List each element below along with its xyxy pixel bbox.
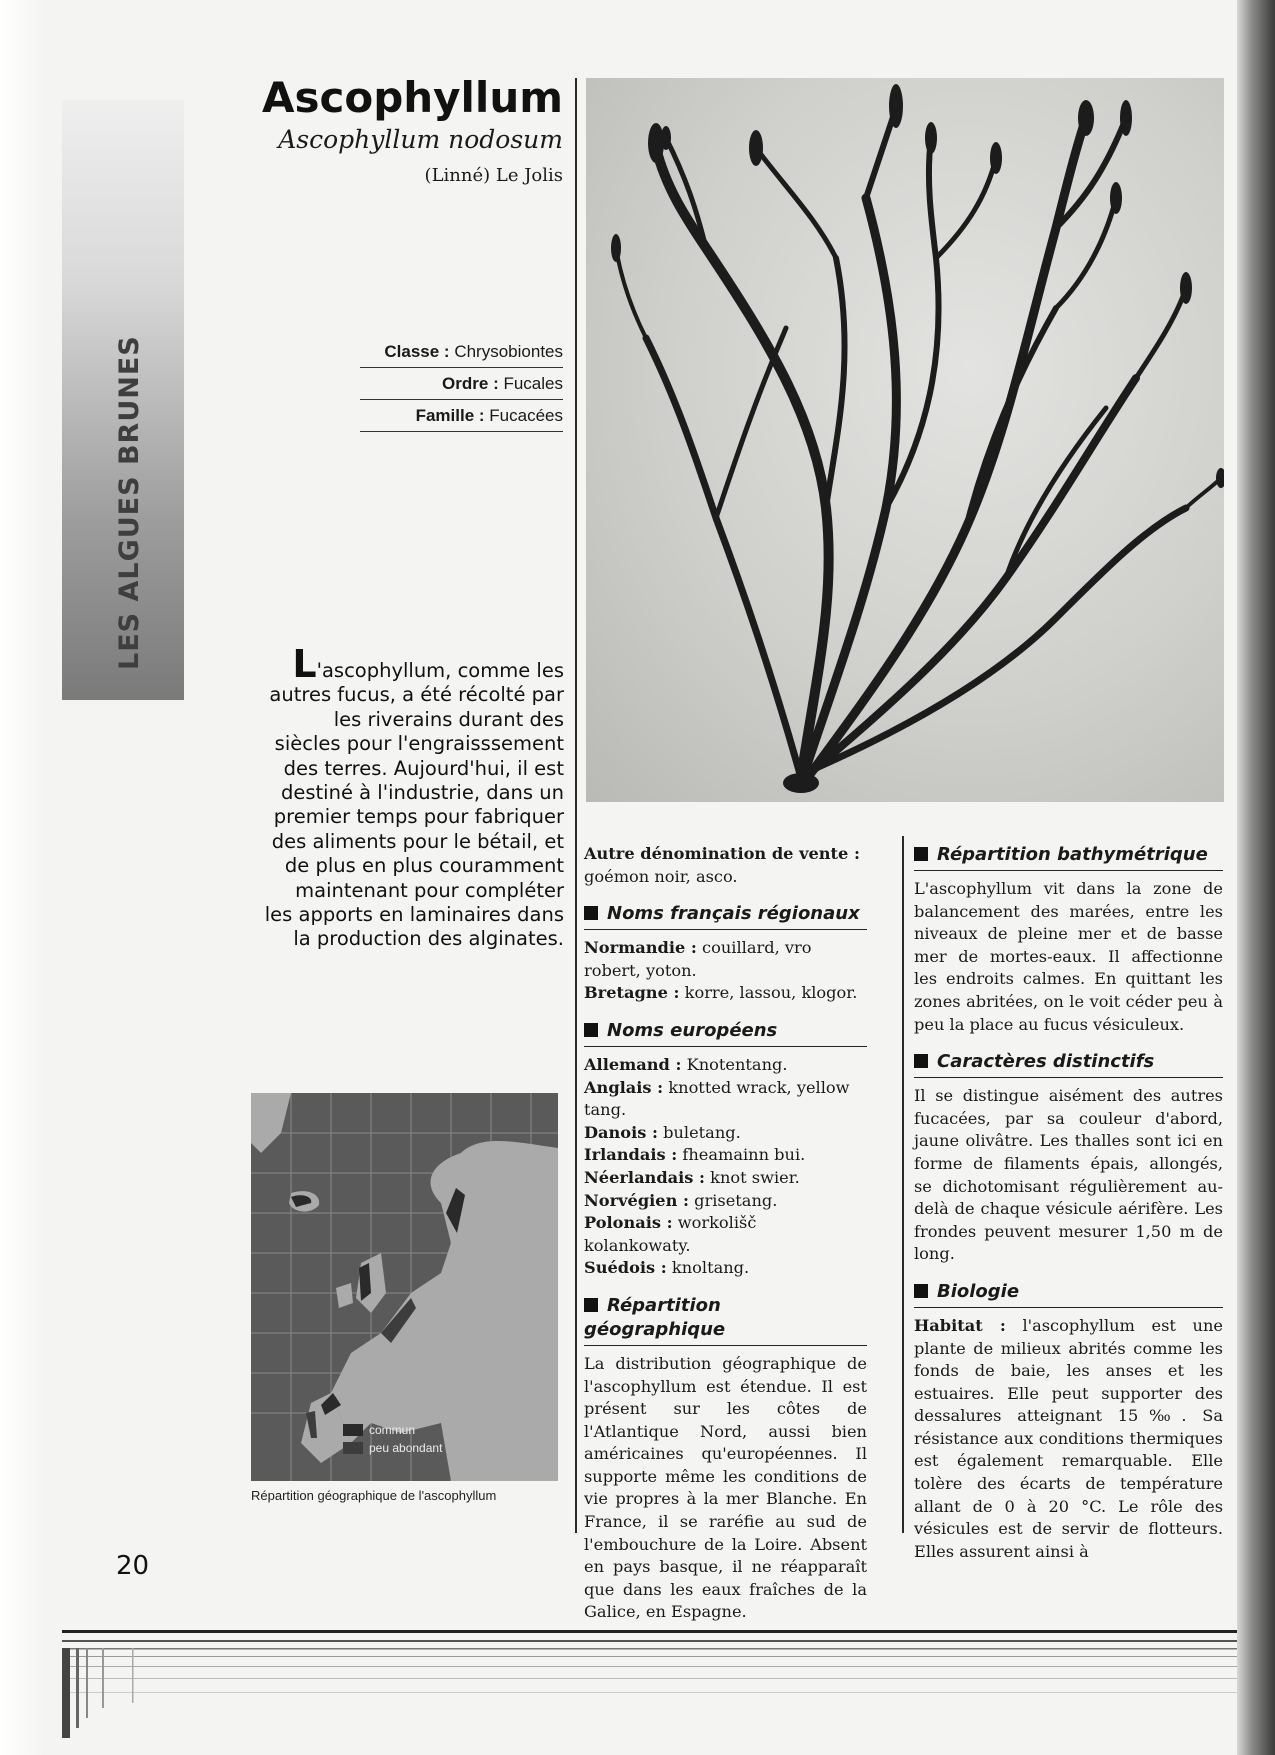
language-value: fheamainn bui. — [682, 1145, 806, 1165]
taxonomy-table — [360, 336, 563, 432]
scan-bottom-artifact — [62, 1622, 1237, 1755]
legend-label: commun — [369, 1423, 416, 1437]
section-heading-text: Noms français régionaux — [607, 903, 860, 925]
european-name — [584, 1077, 867, 1122]
taxonomy-label: Ordre : — [442, 374, 499, 393]
biology-text — [914, 1315, 1223, 1564]
language-label: Danois : — [584, 1122, 658, 1142]
square-bullet-icon — [914, 1284, 928, 1298]
column-divider — [575, 78, 577, 1533]
language-value: knot swier. — [710, 1167, 800, 1187]
european-name — [584, 1190, 867, 1213]
page-number: 20 — [116, 1551, 150, 1581]
language-label: Suédois : — [584, 1258, 667, 1278]
language-label: Polonais : — [584, 1213, 673, 1233]
european-name — [584, 1144, 867, 1167]
european-name — [584, 1212, 867, 1257]
taxonomy-row-ordre — [360, 368, 563, 400]
text-column-1 — [584, 843, 867, 1624]
other-name-label: Autre dénomination de vente : — [584, 844, 860, 863]
region-value: couillard, vro robert, yoton. — [584, 938, 812, 980]
scan-lines-artifact — [62, 1622, 1237, 1755]
european-name — [584, 1257, 867, 1280]
region-label: Bretagne : — [584, 983, 680, 1003]
map-legend — [343, 1423, 442, 1459]
region-value: korre, lassou, klogor. — [684, 983, 858, 1003]
seaweed-photo — [586, 78, 1224, 802]
language-value: workolišč kolankowaty. — [584, 1213, 757, 1255]
taxonomy-value: Chrysobiontes — [454, 342, 563, 361]
legend-item — [343, 1423, 442, 1437]
square-bullet-icon — [914, 1054, 928, 1068]
latin-name: Ascophyllum nodosum — [278, 125, 563, 154]
language-value: knotted wrack, yellow tang. — [584, 1077, 850, 1120]
scan-left-edge — [0, 0, 46, 1755]
european-name — [584, 1122, 867, 1145]
language-value: Knotentang. — [686, 1054, 788, 1074]
scan-right-edge — [1237, 0, 1275, 1755]
map-panel — [251, 1093, 558, 1481]
text-column-2 — [914, 843, 1223, 1563]
distinctive-text: Il se distingue aisément des autres fucacées, par sa couleur d'abord, jaune olivâtre. Les thalles sont ici en forme de filaments épais, allongés, se dichotomisant régulièrement au-delà de chaque vésicule aérifère. Les frondes peuvent mesurer 1,50 m de long. — [914, 1086, 1223, 1264]
side-tab — [62, 100, 184, 700]
european-name — [584, 1054, 867, 1077]
square-bullet-icon — [584, 1298, 598, 1312]
distribution-map — [251, 1093, 558, 1481]
regional-name — [584, 982, 867, 1005]
legend-swatch-peu-abondant — [343, 1442, 363, 1454]
section-heading-text: Biologie — [937, 1280, 1020, 1302]
legend-swatch-commun — [343, 1424, 363, 1436]
language-label: Norvégien : — [584, 1190, 689, 1210]
language-label: Allemand : — [584, 1054, 682, 1074]
square-bullet-icon — [914, 847, 928, 861]
section-heading-text: Noms européens — [607, 1019, 778, 1041]
title-block — [260, 74, 563, 190]
square-bullet-icon — [584, 906, 598, 920]
regional-name — [584, 937, 867, 982]
taxonomy-value: Fucacées — [489, 406, 563, 425]
square-bullet-icon — [584, 1023, 598, 1037]
seaweed-illustration — [586, 78, 1224, 802]
taxonomy-label: Classe : — [384, 342, 450, 361]
language-value: knoltang. — [671, 1258, 750, 1278]
intro-text: 'ascophyllum, comme les autres fucus, a été récolté par les riverains durant des siècles pour l'engraisssement des terres. Aujourd'hui, il est destiné à l'industrie, dans un premier temps pour fabriquer des aliments pour le bétail, et de plus en plus couramment maintenant pour compléter les apports en laminaires dans la production des alginates. — [264, 659, 564, 951]
drop-cap: L — [292, 642, 317, 686]
section-heading-text: Répartition bathymétrique — [937, 844, 1208, 865]
section-heading-distinctive — [914, 1050, 1223, 1078]
intro-paragraph — [264, 642, 564, 952]
taxonomy-row-classe — [360, 336, 563, 368]
other-name — [584, 843, 867, 888]
geographic-text: La distribution géographique de l'ascophyllum est étendue. Il est présent sur les côtes de l'Atlantique Nord, aussi bien américaines qu'européennes. Il supporte même les conditions de vie propres à la mer Blanche. En France, il se raréfie au sud de l'embouchure de la Loire. Absent en pays basque, il ne réapparaît que dans les eaux fraîches de la Galice, en Espagne. — [584, 1353, 867, 1622]
taxonomy-label: Famille : — [415, 406, 485, 425]
other-name-value: goémon noir, asco. — [584, 866, 738, 886]
legend-item — [343, 1441, 442, 1455]
section-heading-text: Répartition géographique — [584, 1294, 726, 1340]
language-label: Irlandais : — [584, 1145, 678, 1165]
section-heading-bathymetric — [914, 843, 1223, 871]
map-caption: Répartition géographique de l'ascophyllum — [251, 1488, 497, 1503]
habitat-text: l'ascophyllum est une plante de milieux abrités comme les fonds de baie, les anses et les estuaires. Elle peut supporter des dessalures atteignant 15‰. Sa résistance aux conditions thermiques est également remarquable. Elle tolère des écarts de température allant de 0 à 20 °C. Le rôle des vésicules est de servir de flotteurs. Elles assurent ainsi à — [914, 1315, 1223, 1561]
column-divider — [902, 836, 904, 1533]
side-tab-label: LES ALGUES BRUNES — [114, 335, 145, 670]
language-label: Néerlandais : — [584, 1167, 706, 1187]
language-value: grisetang. — [694, 1190, 778, 1210]
section-heading-geographic — [584, 1294, 867, 1346]
bathymetric-text: L'ascophyllum vit dans la zone de balancement des marées, entre les niveaux de pleine mer et de basse mer de mortes-eaux. Il affectionne les endroits calmes. En quittant les zones abritées, on le voit céder peu à peu la place au fucus vésiculeux. — [914, 879, 1223, 1034]
taxonomy-value: Fucales — [503, 374, 563, 393]
habitat-label: Habitat : — [914, 1315, 1006, 1335]
region-label: Normandie : — [584, 938, 697, 958]
legend-label: peu abondant — [369, 1441, 443, 1455]
language-value: buletang. — [663, 1122, 741, 1142]
author-citation: (Linné) Le Jolis — [424, 165, 563, 186]
section-heading-regional — [584, 902, 867, 930]
page-title: Ascophyllum — [261, 73, 563, 122]
section-heading-european — [584, 1019, 867, 1047]
section-heading-biology — [914, 1280, 1223, 1308]
taxonomy-row-famille — [360, 400, 563, 432]
european-name — [584, 1167, 867, 1190]
section-heading-text: Caractères distinctifs — [937, 1051, 1155, 1073]
language-label: Anglais : — [584, 1077, 664, 1097]
